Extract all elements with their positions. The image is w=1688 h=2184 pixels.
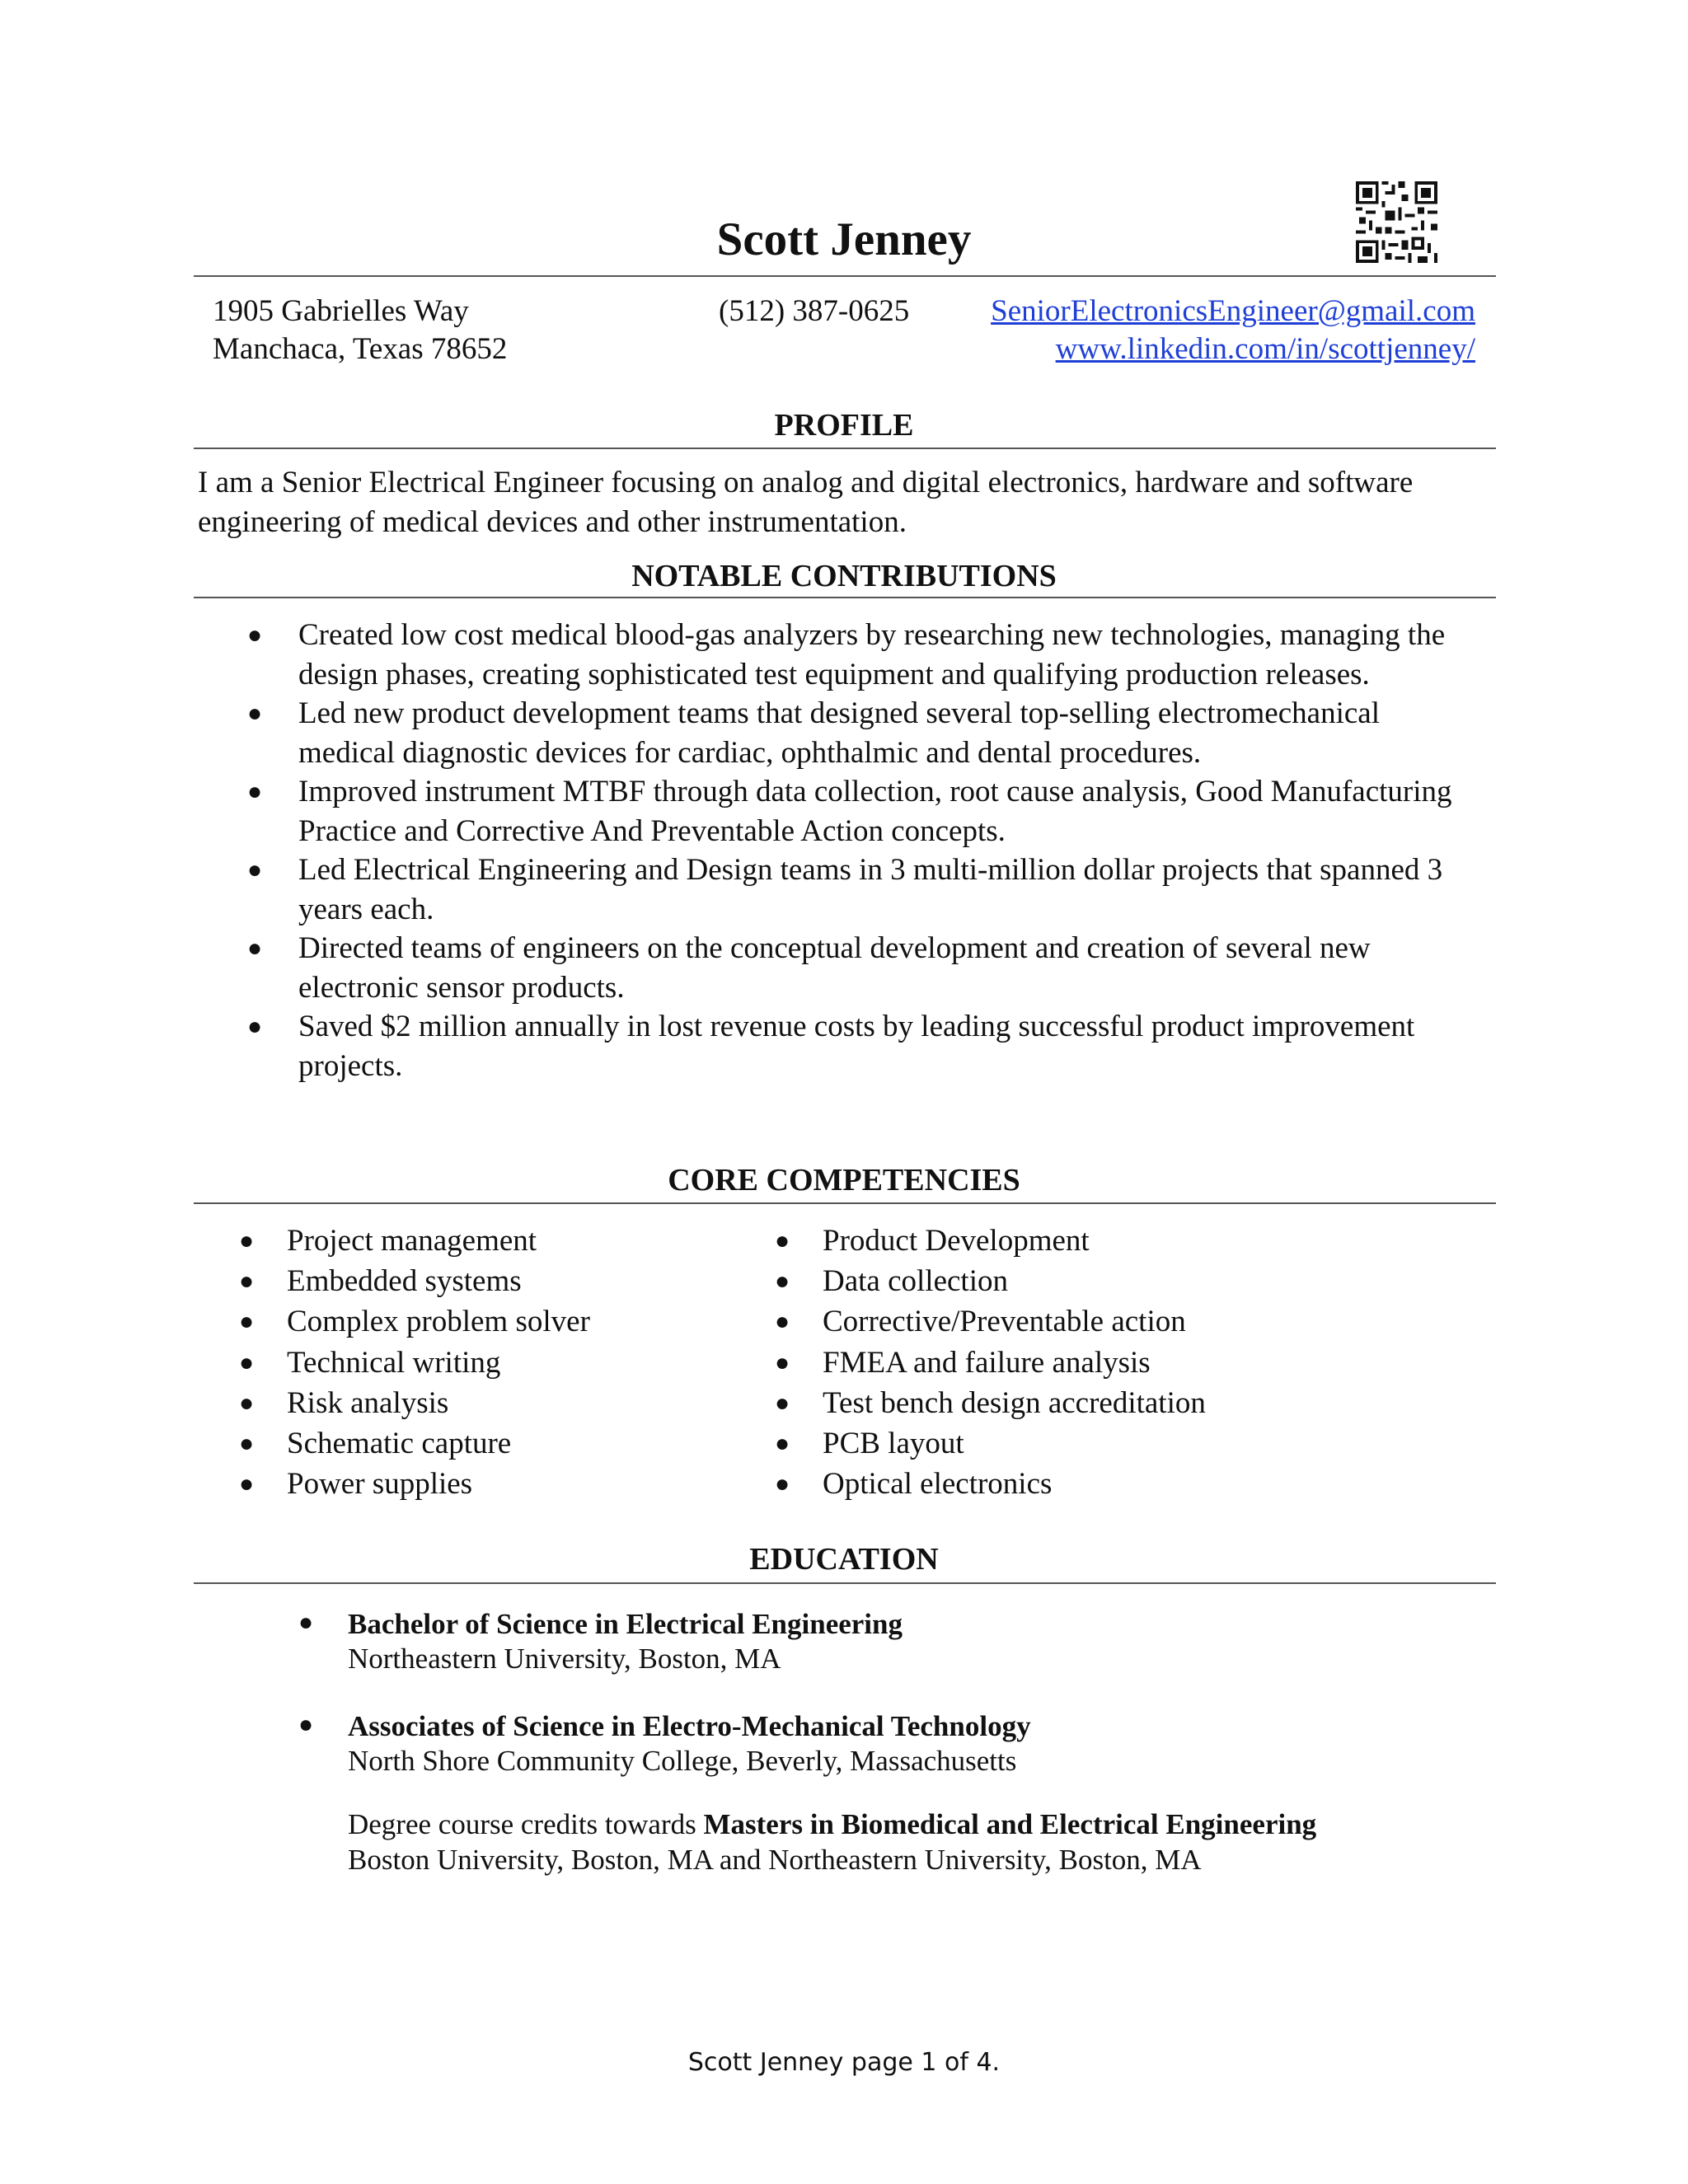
competency-text: Embedded systems — [287, 1264, 522, 1299]
competency-text: Schematic capture — [287, 1427, 512, 1461]
graduate-credits-school: Boston University, Boston, MA and Northeastern University, Boston, MA — [348, 1844, 1202, 1876]
competency-text: Power supplies — [287, 1467, 473, 1502]
list-item — [239, 1301, 590, 1342]
list-item — [247, 929, 1484, 1007]
list-item — [247, 616, 1484, 694]
bullet-icon: ● — [298, 1711, 314, 1738]
profile-text: I am a Senior Electrical Engineer focusing on analog and digital electronics, hardware and software engineering of medical devices and other instrumentation. — [198, 466, 1414, 539]
competency-text: Product Development — [823, 1224, 1090, 1258]
degree-1-school: Northeastern University, Boston, MA — [348, 1643, 781, 1675]
competency-text: PCB layout — [823, 1427, 964, 1461]
list-item — [239, 1423, 590, 1464]
competency-text: Project management — [287, 1224, 537, 1258]
bullet-icon: ● — [247, 1013, 263, 1040]
bullet-icon: ● — [775, 1348, 790, 1376]
contributions-divider — [194, 597, 1496, 598]
contributions-heading: NOTABLE CONTRIBUTIONS — [631, 559, 1057, 593]
list-item — [775, 1383, 1206, 1423]
list-item — [247, 851, 1484, 929]
contribution-text: Improved instrument MTBF through data collection, root cause analysis, Good Manufacturing Practice and Corrective And Preventable Action concepts. — [298, 775, 1452, 848]
bullet-icon: ● — [247, 935, 263, 962]
resume-name: Scott Jenney — [716, 213, 972, 265]
list-item — [775, 1261, 1206, 1301]
graduate-credits — [348, 1807, 1316, 1842]
bullet-icon: ● — [239, 1308, 255, 1336]
bullet-icon: ● — [775, 1389, 790, 1417]
list-item — [775, 1301, 1206, 1342]
bullet-icon: ● — [239, 1430, 255, 1458]
competencies-divider — [194, 1202, 1496, 1204]
list-item — [239, 1221, 590, 1261]
competencies-left-list — [239, 1221, 590, 1504]
list-item — [247, 772, 1484, 851]
education-divider — [194, 1582, 1496, 1584]
bullet-icon: ● — [239, 1470, 255, 1498]
contribution-text: Saved $2 million annually in lost revenue costs by leading successful product improvement projects. — [298, 1010, 1415, 1083]
bullet-icon: ● — [247, 621, 263, 649]
address-line-1: 1905 Gabrielles Way — [213, 294, 469, 328]
qr-code-icon — [1354, 181, 1439, 263]
competency-text: Corrective/Preventable action — [823, 1305, 1186, 1339]
phone-number: (512) 387-0625 — [719, 294, 910, 328]
bullet-icon: ● — [239, 1227, 255, 1254]
list-item — [247, 694, 1484, 772]
bullet-icon: ● — [775, 1430, 790, 1458]
contribution-text: Led new product development teams that designed several top-selling electromechanical medical diagnostic devices for cardiac, ophthalmic and dental procedures. — [298, 696, 1380, 770]
degree-2-school: North Shore Community College, Beverly, Massachusetts — [348, 1745, 1017, 1777]
list-item — [247, 1007, 1484, 1085]
competency-text: FMEA and failure analysis — [823, 1345, 1151, 1380]
bullet-icon: ● — [247, 700, 263, 727]
list-item — [239, 1464, 590, 1504]
address-line-2: Manchaca, Texas 78652 — [213, 332, 508, 366]
list-item — [239, 1383, 590, 1423]
contribution-text: Led Electrical Engineering and Design teams in 3 multi-million dollar projects that spanned 3 years each. — [298, 853, 1443, 926]
bullet-icon: ● — [298, 1609, 314, 1636]
list-item — [775, 1221, 1206, 1261]
competency-text: Data collection — [823, 1264, 1008, 1299]
contribution-text: Directed teams of engineers on the conceptual development and creation of several new electronic sensor products. — [298, 931, 1371, 1005]
competencies-right-list — [775, 1221, 1206, 1504]
competency-text: Test bench design accreditation — [823, 1385, 1206, 1420]
list-item — [775, 1464, 1206, 1504]
education-heading: EDUCATION — [749, 1542, 939, 1577]
linkedin-link[interactable]: www.linkedin.com/in/scottjenney/ — [1055, 332, 1475, 366]
bullet-icon: ● — [239, 1389, 255, 1417]
list-item — [239, 1343, 590, 1383]
contributions-list — [247, 616, 1484, 1085]
header-divider — [194, 275, 1496, 277]
graduate-credits-degree: Masters in Biomedical and Electrical Engineering — [703, 1808, 1317, 1840]
competency-text: Technical writing — [287, 1345, 501, 1380]
graduate-credits-prefix: Degree course credits towards — [348, 1808, 704, 1840]
bullet-icon: ● — [775, 1470, 790, 1498]
bullet-icon: ● — [247, 856, 263, 883]
bullet-icon: ● — [247, 778, 263, 805]
profile-heading: PROFILE — [774, 408, 914, 443]
bullet-icon: ● — [775, 1268, 790, 1296]
competency-text: Complex problem solver — [287, 1305, 590, 1339]
bullet-icon: ● — [239, 1348, 255, 1376]
bullet-icon: ● — [239, 1268, 255, 1296]
competencies-heading: CORE COMPETENCIES — [668, 1163, 1020, 1197]
email-link[interactable]: SeniorElectronicsEngineer@gmail.com — [991, 294, 1475, 328]
list-item — [775, 1423, 1206, 1464]
degree-2-title: Associates of Science in Electro-Mechanical Technology — [348, 1710, 1031, 1742]
competency-text: Risk analysis — [287, 1385, 449, 1420]
competency-text: Optical electronics — [823, 1467, 1053, 1502]
bullet-icon: ● — [775, 1227, 790, 1254]
profile-divider — [194, 448, 1496, 449]
contribution-text: Created low cost medical blood-gas analyzers by researching new technologies, managing the design phases, creating sophisticated test equipment and qualifying production releases. — [298, 618, 1446, 691]
list-item — [239, 1261, 590, 1301]
list-item — [775, 1343, 1206, 1383]
page-footer: Scott Jenney page 1 of 4. — [687, 2048, 1001, 2077]
degree-1-title: Bachelor of Science in Electrical Engineering — [348, 1608, 903, 1640]
bullet-icon: ● — [775, 1308, 790, 1336]
